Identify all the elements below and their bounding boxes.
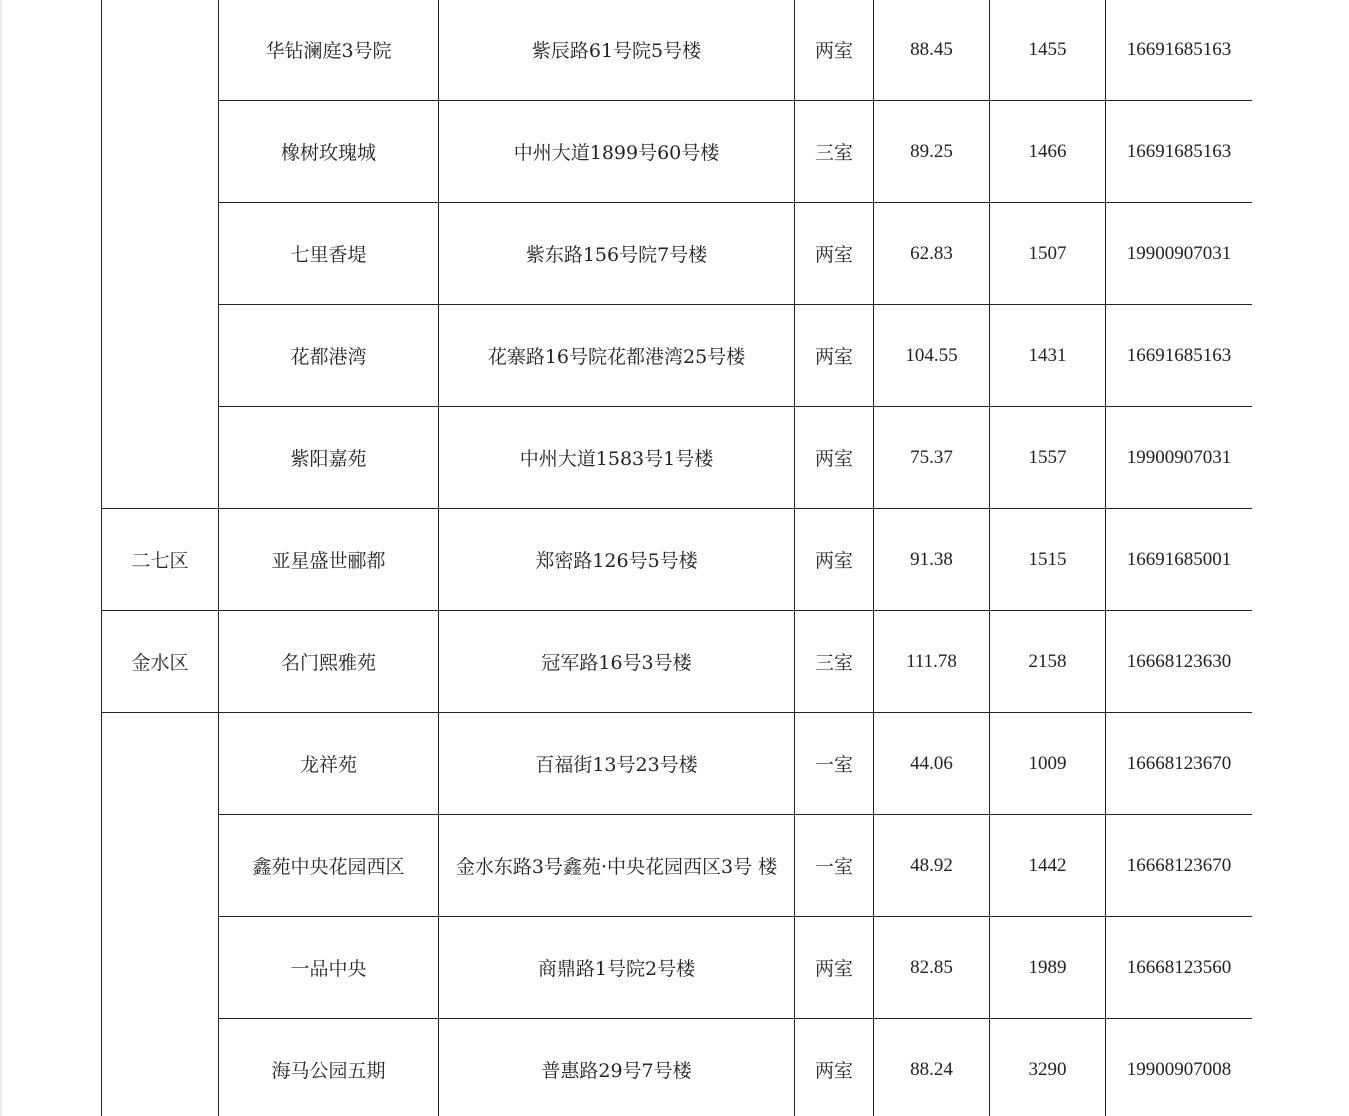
phone-cell: 19900907031 — [1106, 407, 1253, 509]
rent-cell: 1515 — [990, 509, 1106, 611]
area-cell: 62.83 — [874, 203, 990, 305]
table-row — [102, 1019, 1253, 1116]
rent-cell: 1009 — [990, 713, 1106, 815]
rent-cell: 1455 — [990, 0, 1106, 101]
community-name-cell: 鑫苑中央花园西区 — [219, 815, 439, 917]
area-cell: 111.78 — [874, 611, 990, 713]
rent-cell: 3290 — [990, 1019, 1106, 1116]
table-row — [102, 917, 1253, 1019]
district-cell: 金水区 — [102, 611, 219, 713]
community-name-cell: 七里香堤 — [219, 203, 439, 305]
layout-cell: 两室 — [795, 305, 874, 407]
address-cell: 中州大道1899号60号楼 — [439, 101, 795, 203]
address-cell: 普惠路29号7号楼 — [439, 1019, 795, 1116]
layout-cell: 三室 — [795, 101, 874, 203]
phone-cell: 16691685163 — [1106, 101, 1253, 203]
rent-cell: 1431 — [990, 305, 1106, 407]
area-cell: 89.25 — [874, 101, 990, 203]
rent-cell: 1557 — [990, 407, 1106, 509]
address-cell: 郑密路126号5号楼 — [439, 509, 795, 611]
address-cell: 金水东路3号鑫苑·中央花园西区3号 楼 — [439, 815, 795, 917]
area-cell: 75.37 — [874, 407, 990, 509]
district-cell: 二七区 — [102, 509, 219, 611]
community-name-cell: 亚星盛世郦都 — [219, 509, 439, 611]
layout-cell: 三室 — [795, 611, 874, 713]
layout-cell: 两室 — [795, 203, 874, 305]
community-name-cell: 橡树玫瑰城 — [219, 101, 439, 203]
page-left-edge — [0, 0, 2, 1116]
phone-cell: 19900907008 — [1106, 1019, 1253, 1116]
housing-listing-table — [101, 0, 1252, 1116]
layout-cell: 两室 — [795, 407, 874, 509]
community-name-cell: 一品中央 — [219, 917, 439, 1019]
document-page — [101, 0, 1252, 1116]
area-cell: 88.24 — [874, 1019, 990, 1116]
table-row — [102, 713, 1253, 815]
rent-cell: 1507 — [990, 203, 1106, 305]
phone-cell: 16691685163 — [1106, 305, 1253, 407]
area-cell: 48.92 — [874, 815, 990, 917]
table-row — [102, 407, 1253, 509]
area-cell: 88.45 — [874, 0, 990, 101]
community-name-cell: 花都港湾 — [219, 305, 439, 407]
phone-cell: 19900907031 — [1106, 203, 1253, 305]
phone-cell: 16668123630 — [1106, 611, 1253, 713]
address-cell: 中州大道1583号1号楼 — [439, 407, 795, 509]
table-row — [102, 305, 1253, 407]
rent-cell: 1989 — [990, 917, 1106, 1019]
phone-cell: 16668123670 — [1106, 815, 1253, 917]
area-cell: 91.38 — [874, 509, 990, 611]
layout-cell: 一室 — [795, 815, 874, 917]
table-row — [102, 203, 1253, 305]
table-row — [102, 101, 1253, 203]
address-cell: 紫东路156号院7号楼 — [439, 203, 795, 305]
table-row — [102, 0, 1253, 101]
area-cell: 104.55 — [874, 305, 990, 407]
address-cell: 紫辰路61号院5号楼 — [439, 0, 795, 101]
table-row — [102, 815, 1253, 917]
rent-cell: 1442 — [990, 815, 1106, 917]
layout-cell: 两室 — [795, 917, 874, 1019]
phone-cell: 16691685163 — [1106, 0, 1253, 101]
phone-cell: 16668123560 — [1106, 917, 1253, 1019]
phone-cell: 16668123670 — [1106, 713, 1253, 815]
community-name-cell: 龙祥苑 — [219, 713, 439, 815]
layout-cell: 两室 — [795, 0, 874, 101]
table-body — [102, 0, 1253, 1116]
address-cell: 百福街13号23号楼 — [439, 713, 795, 815]
rent-cell: 2158 — [990, 611, 1106, 713]
area-cell: 82.85 — [874, 917, 990, 1019]
district-cell — [102, 713, 219, 1116]
layout-cell: 两室 — [795, 1019, 874, 1116]
address-cell: 冠军路16号3号楼 — [439, 611, 795, 713]
address-cell: 商鼎路1号院2号楼 — [439, 917, 795, 1019]
community-name-cell: 名门熙雅苑 — [219, 611, 439, 713]
community-name-cell: 紫阳嘉苑 — [219, 407, 439, 509]
table-row — [102, 611, 1253, 713]
community-name-cell: 华钻澜庭3号院 — [219, 0, 439, 101]
district-cell — [102, 0, 219, 509]
area-cell: 44.06 — [874, 713, 990, 815]
table-row — [102, 509, 1253, 611]
address-cell: 花寨路16号院花都港湾25号楼 — [439, 305, 795, 407]
rent-cell: 1466 — [990, 101, 1106, 203]
community-name-cell: 海马公园五期 — [219, 1019, 439, 1116]
layout-cell: 两室 — [795, 509, 874, 611]
phone-cell: 16691685001 — [1106, 509, 1253, 611]
layout-cell: 一室 — [795, 713, 874, 815]
